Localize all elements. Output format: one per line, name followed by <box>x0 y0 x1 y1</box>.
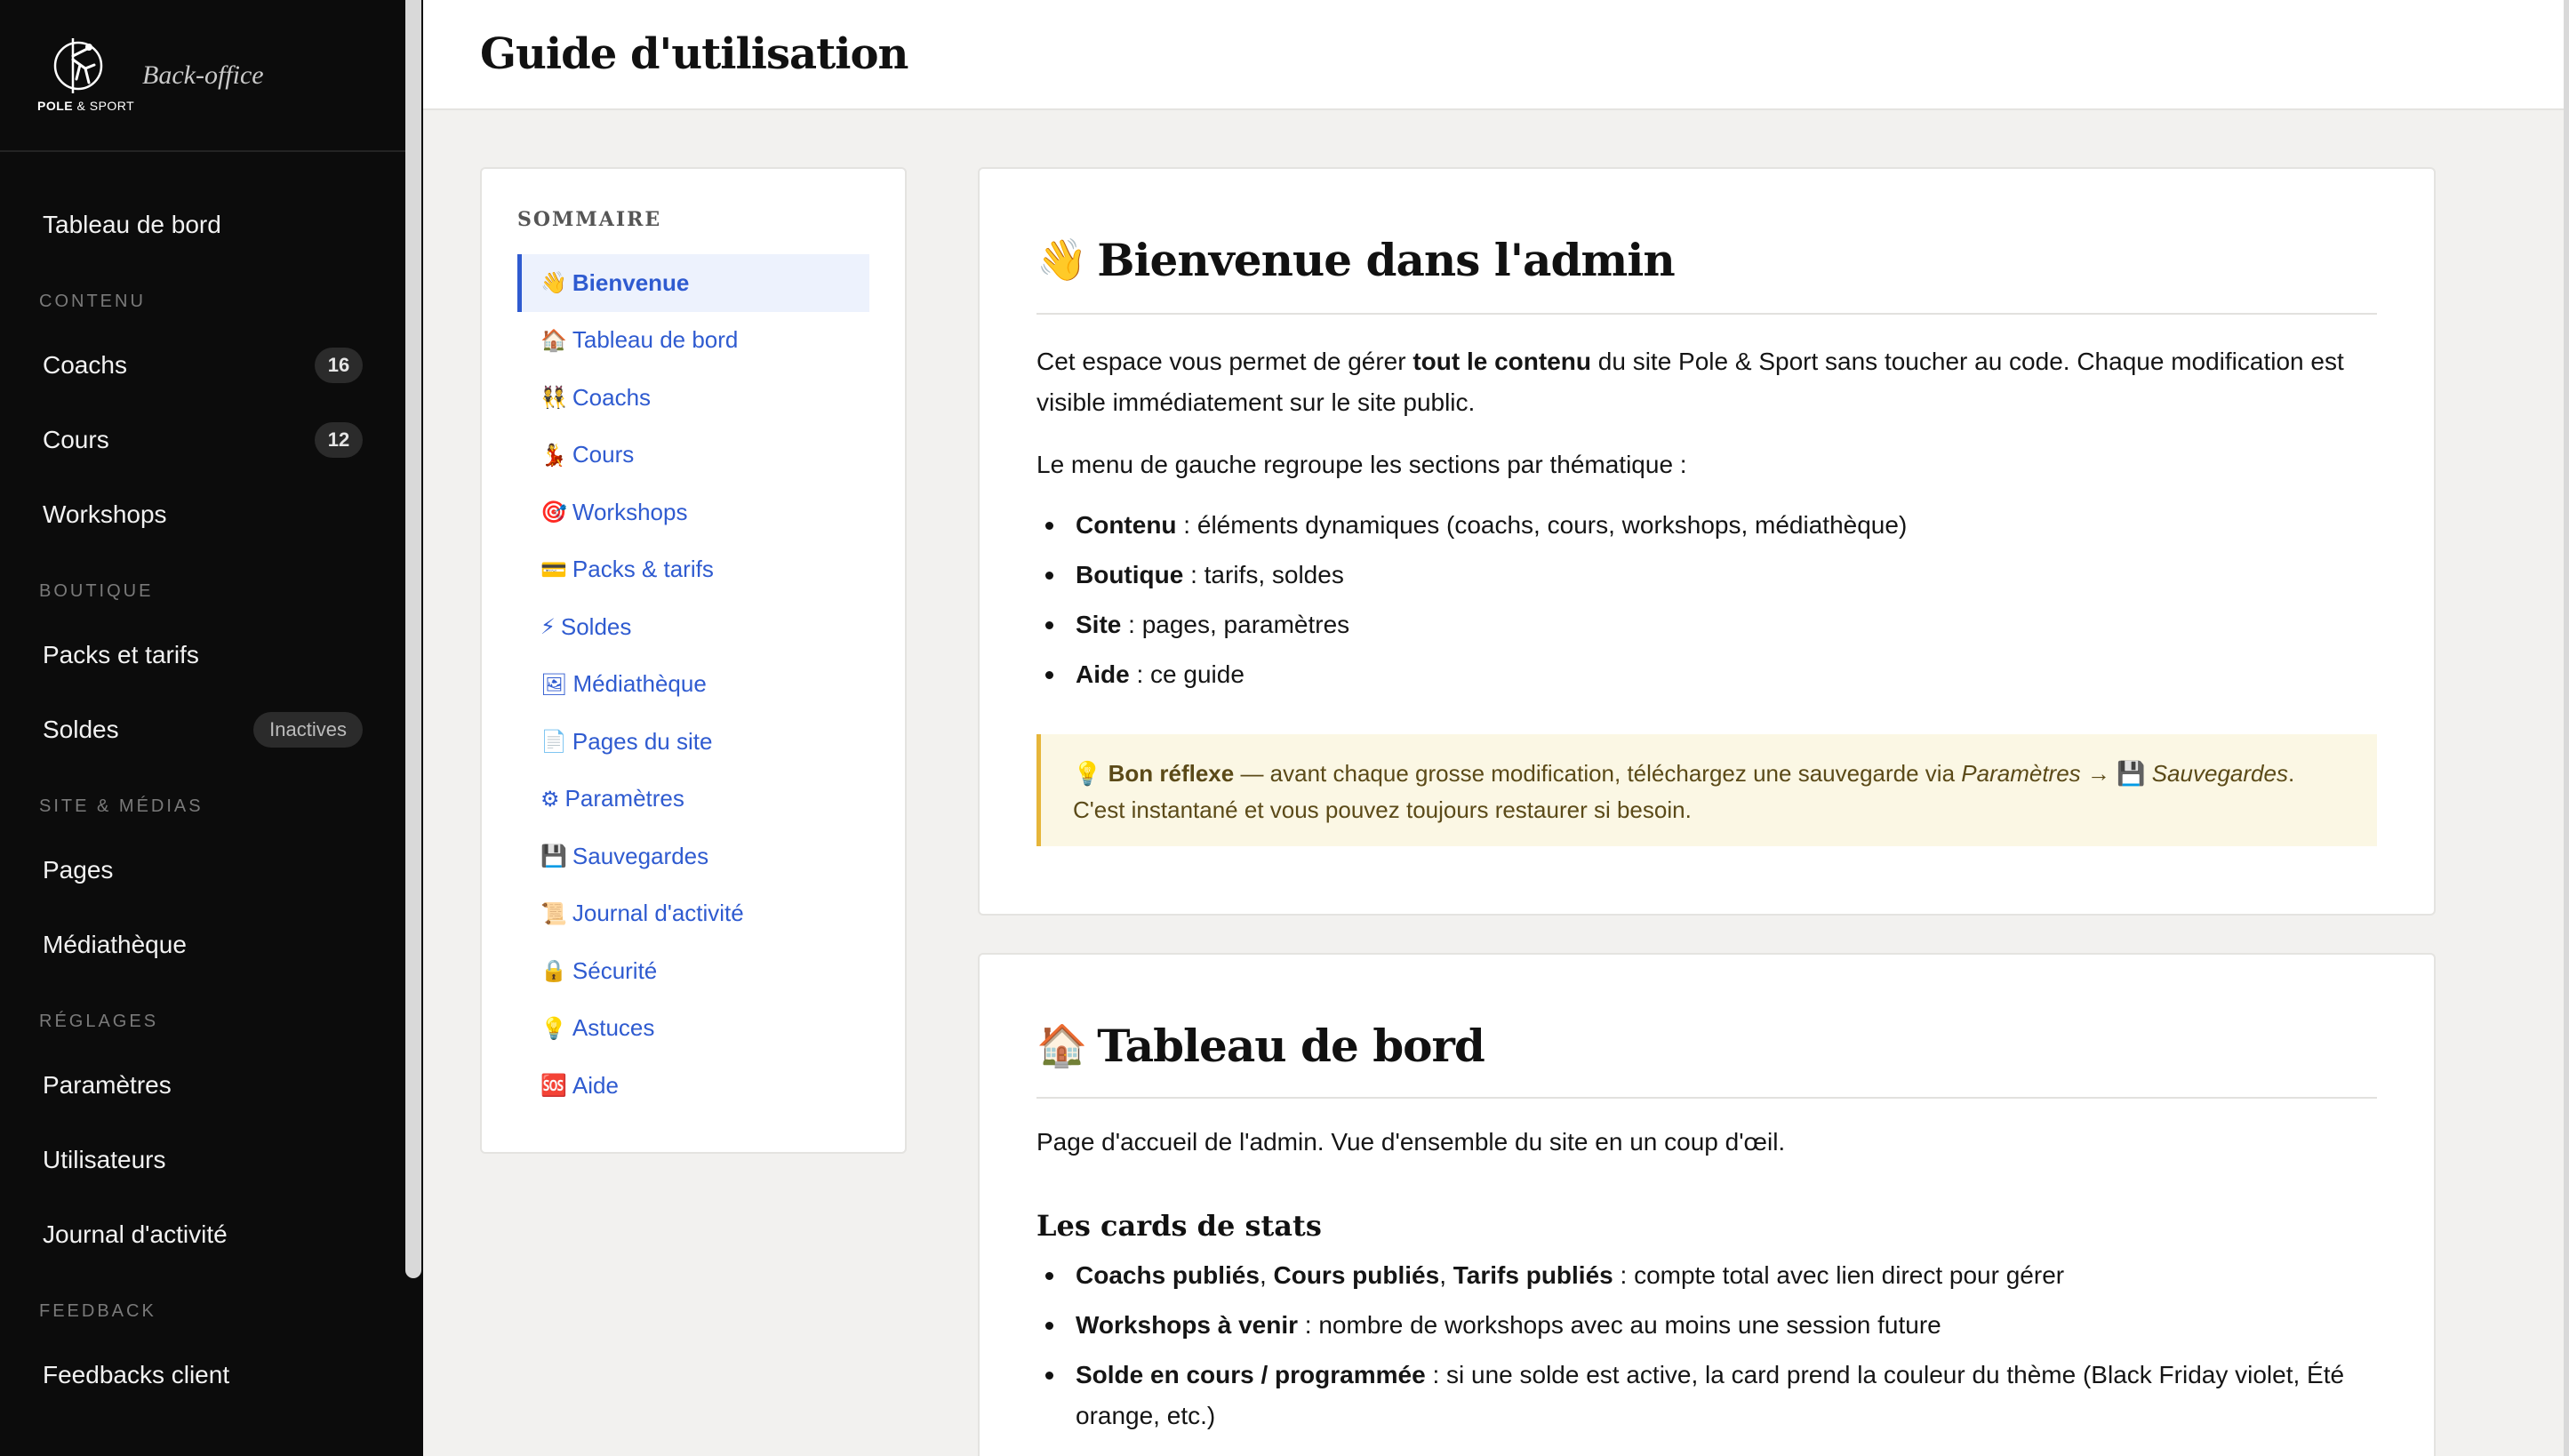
sidebar-item-label: Packs et tarifs <box>43 641 199 668</box>
sidebar-item-coachs[interactable] <box>0 328 405 403</box>
toc-item-label: Tableau de bord <box>572 326 739 354</box>
sidebar-item-pages[interactable] <box>0 833 405 908</box>
toc-item-sauvegardes[interactable] <box>517 828 869 885</box>
toc-item-pages-du-site[interactable] <box>517 713 869 771</box>
toc-item-icon: 👋 <box>540 270 567 296</box>
toc-item-aide[interactable] <box>517 1057 869 1115</box>
page-scrollbar[interactable] <box>2564 0 2569 1456</box>
welcome-section <box>978 167 2436 916</box>
sidebar-item-workshops[interactable] <box>0 477 405 552</box>
toc-title: SOMMAIRE <box>517 208 662 231</box>
list-item: Boutique : tarifs, soldes <box>1036 555 2377 604</box>
sidebar-item-label: Soldes <box>43 716 119 743</box>
toc-item-label: Astuces <box>572 1014 655 1042</box>
toc-item-securite[interactable] <box>517 942 869 1000</box>
toc-item-bienvenue[interactable] <box>517 254 869 312</box>
toc-item-label: Sauvegardes <box>572 842 709 869</box>
toc-item-packs-tarifs[interactable] <box>517 541 869 599</box>
count-badge: 16 <box>315 348 363 383</box>
toc-item-label: Journal d'activité <box>572 900 744 927</box>
sidebar-scrollbar[interactable] <box>405 0 421 1278</box>
list-item: Solde en cours / programmée : si une solde est active, la card prend la couleur du thème (Black Friday violet, Été orange, etc.) <box>1036 1355 2377 1436</box>
toc-item-tableau-de-bord[interactable] <box>517 312 869 370</box>
stats-list <box>1036 1255 2377 1436</box>
subsection-title: Les cards de stats <box>1036 1209 1322 1243</box>
waving-hand-icon: 👋 <box>1036 235 1087 284</box>
toc-item-label: Workshops <box>572 498 688 525</box>
toc-item-label: Sécurité <box>572 956 658 984</box>
toc-item-label: Packs & tarifs <box>572 556 714 583</box>
section-list <box>1036 505 2377 704</box>
toc-item-icon: 👯 <box>540 385 567 411</box>
sidebar-section-site: SITE & MÉDIAS <box>39 796 204 816</box>
toc-item-label: Médiathèque <box>572 670 707 698</box>
toc-item-label: Aide <box>572 1071 619 1099</box>
section-title-text: Tableau de bord <box>1097 1019 1485 1072</box>
toc-item-icon: 🖼 <box>540 671 568 697</box>
toc-item-label: Pages du site <box>572 727 713 755</box>
sidebar-item-journal[interactable] <box>0 1197 405 1272</box>
menu-paragraph: Le menu de gauche regroupe les sections par thématique : <box>1036 451 1687 478</box>
toc-item-workshops[interactable] <box>517 484 869 541</box>
toc-item-icon: 📜 <box>540 900 567 926</box>
sidebar-item-label: Pages <box>43 856 114 884</box>
list-item: Coachs publiés, Cours publiés, Tarifs publiés : compte total avec lien direct pour gérer <box>1036 1255 2377 1296</box>
sidebar-item-label: Cours <box>43 426 109 453</box>
lightbulb-icon: 💡 <box>1073 760 1102 787</box>
sidebar-item-label: Feedbacks client <box>43 1361 230 1388</box>
toc-item-icon: 🆘 <box>540 1073 567 1099</box>
toc-item-label: Paramètres <box>564 785 684 812</box>
sidebar-item-parametres[interactable] <box>0 1048 405 1123</box>
list-item: Contenu : éléments dynamiques (coachs, cours, workshops, médiathèque) <box>1036 505 2377 555</box>
toc-item-label: Cours <box>572 441 635 468</box>
sidebar-item-dashboard[interactable] <box>0 188 405 262</box>
toc-item-icon: ⚙ <box>540 786 560 812</box>
toc-item-icon: 💃 <box>540 442 567 468</box>
sidebar-item-soldes[interactable] <box>0 692 405 767</box>
toc-item-icon: ⚡ <box>540 614 556 640</box>
sidebar-item-label: Médiathèque <box>43 931 187 958</box>
section-title-text: Bienvenue dans l'admin <box>1097 233 1675 286</box>
status-badge: Inactives <box>253 712 363 748</box>
brand <box>0 0 405 152</box>
sidebar-item-mediatheque[interactable] <box>0 908 405 982</box>
list-item: Aide : ce guide <box>1036 654 2377 704</box>
toc-item-icon: 🔒 <box>540 958 567 984</box>
pole-sport-logo[interactable] <box>37 38 135 113</box>
toc-item-astuces[interactable] <box>517 1000 869 1058</box>
brand-subtitle: Back-office <box>142 60 264 90</box>
table-of-contents <box>480 167 907 1154</box>
toc-item-cours[interactable] <box>517 427 869 484</box>
toc-item-icon: 🏠 <box>540 327 567 353</box>
sidebar-item-packs[interactable] <box>0 618 405 692</box>
toc-item-label: Soldes <box>560 612 632 640</box>
page-title: Guide d'utilisation <box>480 29 908 79</box>
list-item: Site : pages, paramètres <box>1036 604 2377 654</box>
dashboard-paragraph: Page d'accueil de l'admin. Vue d'ensemble du site en un coup d'œil. <box>1036 1128 1786 1156</box>
page-header <box>423 0 2564 110</box>
sidebar-section-shop: BOUTIQUE <box>39 581 154 601</box>
sidebar-item-label: Tableau de bord <box>43 211 221 238</box>
sidebar-item-label: Journal d'activité <box>43 1220 228 1248</box>
toc-item-icon: 💡 <box>540 1015 567 1041</box>
toc-item-journal[interactable] <box>517 885 869 943</box>
logo-text: POLE & SPORT <box>37 98 135 113</box>
sidebar-item-cours[interactable] <box>0 403 405 477</box>
intro-paragraph: Cet espace vous permet de gérer tout le contenu du site Pole & Sport sans toucher au code. Chaque modification est visible immédiatement sur le site public. <box>1036 348 2344 416</box>
sidebar-item-label: Utilisateurs <box>43 1146 166 1173</box>
sidebar-item-label: Paramètres <box>43 1071 172 1099</box>
toc-item-icon: 💳 <box>540 556 567 582</box>
toc-list <box>517 254 869 1115</box>
sidebar-section-feedback: FEEDBACK <box>39 1301 156 1321</box>
sidebar-item-utilisateurs[interactable] <box>0 1123 405 1197</box>
section-title <box>1036 955 2377 1099</box>
dashboard-section <box>978 953 2436 1456</box>
toc-item-soldes[interactable] <box>517 598 869 656</box>
list-item: Workshops à venir : nombre de workshops avec au moins une session future <box>1036 1305 2377 1346</box>
sidebar <box>0 0 405 1456</box>
count-badge: 12 <box>315 422 363 458</box>
section-title <box>1036 169 2377 315</box>
toc-item-label: Coachs <box>572 383 652 411</box>
toc-item-icon: 📄 <box>540 729 567 755</box>
toc-item-icon: 💾 <box>540 844 567 869</box>
sidebar-section-content: CONTENU <box>39 292 146 311</box>
toc-item-parametres[interactable] <box>517 771 869 828</box>
toc-item-mediatheque[interactable] <box>517 656 869 714</box>
tip-callout: 💡 Bon réflexe — avant chaque grosse modification, téléchargez une sauvegarde via Paramètres → 💾 Sauvegardes. C'est instantané et vous pouvez toujours restaurer si besoin. <box>1036 734 2377 846</box>
toc-item-label: Bienvenue <box>572 268 690 296</box>
sidebar-section-settings: RÉGLAGES <box>39 1012 159 1031</box>
sidebar-item-feedbacks[interactable] <box>0 1338 405 1412</box>
sidebar-nav <box>0 152 405 1412</box>
pole-dancer-icon <box>43 38 114 93</box>
toc-item-coachs[interactable] <box>517 369 869 427</box>
sidebar-item-label: Workshops <box>43 500 167 528</box>
toc-item-icon: 🎯 <box>540 500 567 525</box>
sidebar-item-label: Coachs <box>43 351 127 379</box>
house-icon: 🏠 <box>1036 1020 1087 1069</box>
